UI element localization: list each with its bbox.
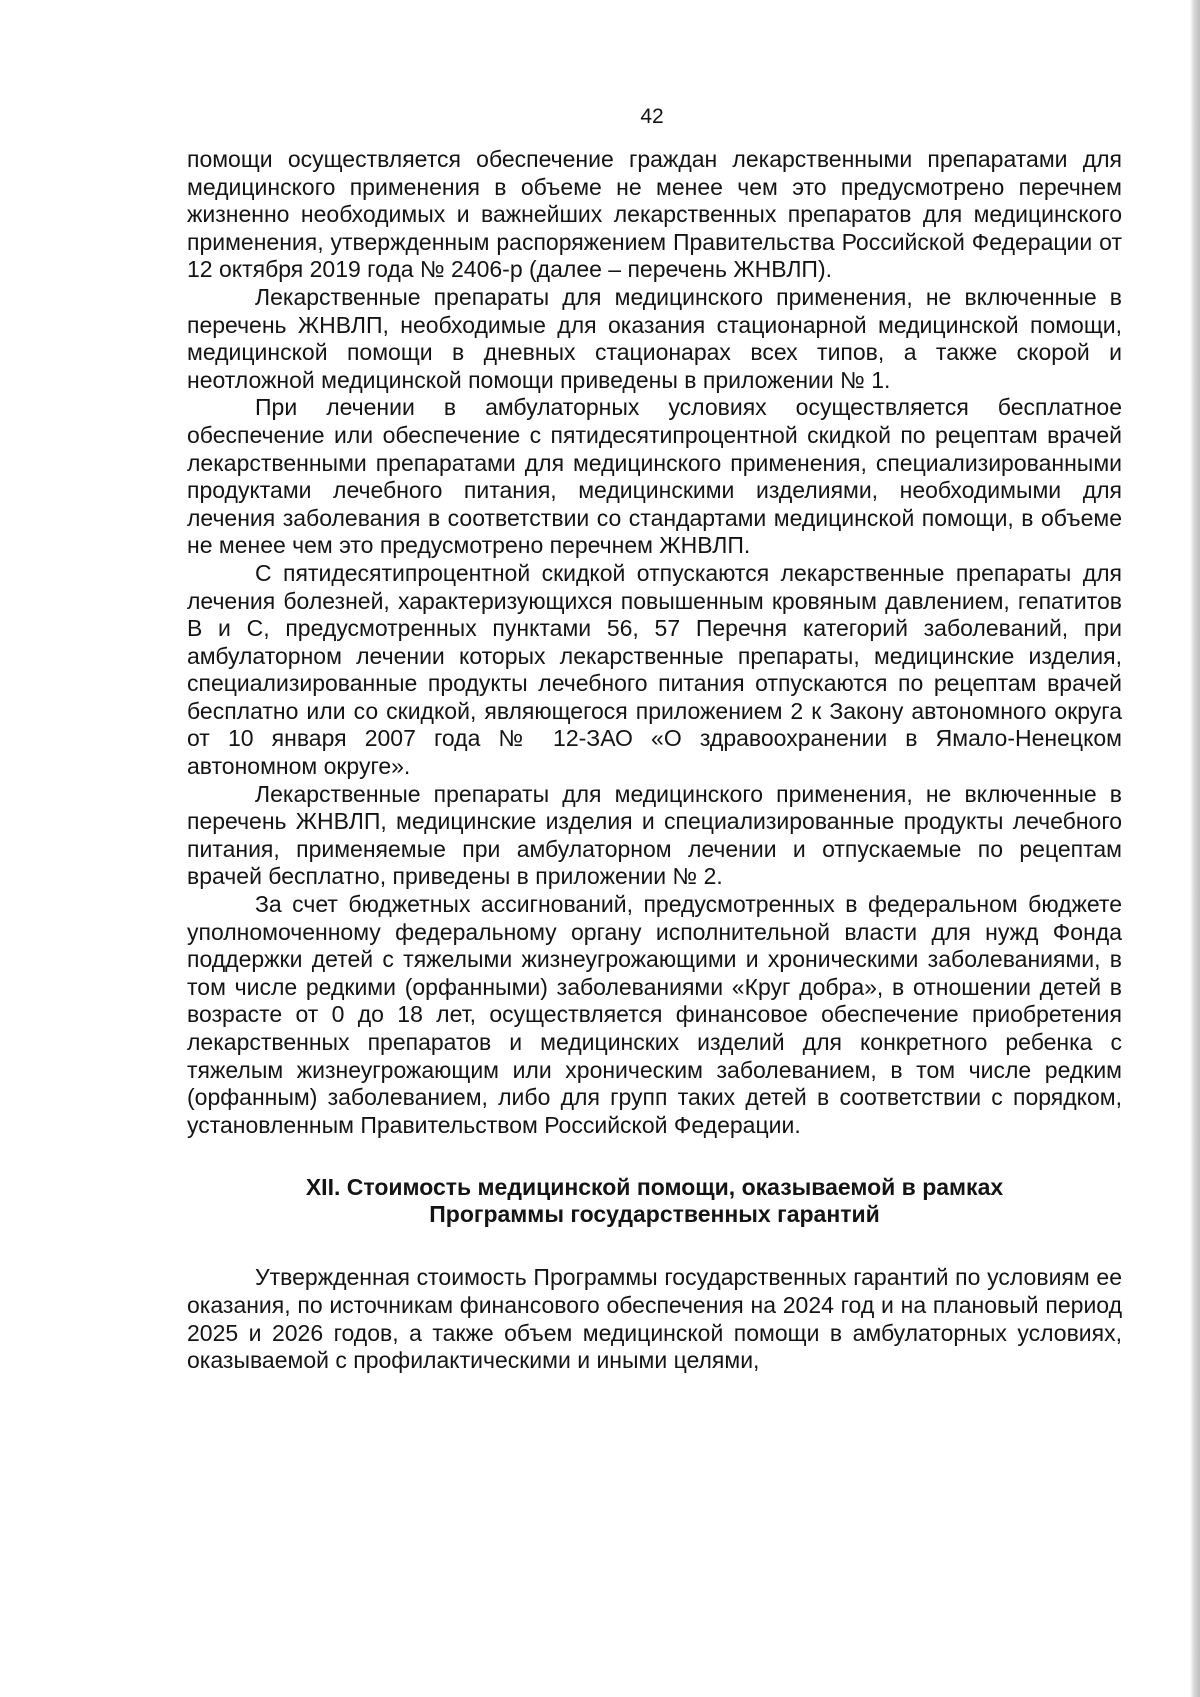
paragraph-non-zhnvlp-outpatient: Лекарственные препараты для медицинского применения, не включенные в перечень ЖНВЛП, медицинские изделия и специализированные продукты лечебного питания, применяемые при амбулаторном лечении и отпускаемые по рецептам врачей бесплатно, приведены в приложении № 2. (187, 780, 1122, 890)
document-body (187, 146, 1122, 1375)
section-heading-line-2: Программы государственных гарантий (429, 1201, 880, 1228)
paragraph-program-cost: Утвержденная стоимость Программы государственных гарантий по условиям ее оказания, по источникам финансового обеспечения на 2024 год и на плановый период 2025 и 2026 годов, а также объем медицинской помощи в амбулаторных условиях, оказываемой с профилактическими и иными целями, (187, 1264, 1122, 1374)
paragraph-fifty-percent-discount: С пятидесятипроцентной скидкой отпускаются лекарственные препараты для лечения болезней, характеризующихся повышенным кровяным давлением, гепатитов В и С, предусмотренных пунктами 56, 57 Перечня категорий заболеваний, при амбулаторном лечении которых лекарственные препараты, медицинские изделия, специализированные продукты лечебного питания отпускаются по рецептам врачей бесплатно или со скидкой, являющегося приложением 2 к Закону автономного округа от 10 января 2007 года № 12-ЗАО «О здравоохранении в Ямало-Ненецком автономном округе». (187, 559, 1122, 780)
section-heading (187, 1174, 1122, 1228)
section-heading-line-1: XII. Стоимость медицинской помощи, оказываемой в рамках (305, 1174, 1004, 1201)
page-number: 42 (640, 105, 664, 128)
paragraph-outpatient-provision: При лечении в амбулаторных условиях осуществляется бесплатное обеспечение или обеспечение с пятидесятипроцентной скидкой по рецептам врачей лекарственными препаратами для медицинского применения, специализированными продуктами лечебного питания, медицинскими изделиями, необходимыми для лечения заболевания в соответствии со стандартами медицинской помощи, в объеме не менее чем это предусмотрено перечнем ЖНВЛП. (187, 394, 1122, 559)
scan-edge (1190, 0, 1200, 1697)
paragraph-non-zhnvlp-inpatient: Лекарственные препараты для медицинского применения, не включенные в перечень ЖНВЛП, необходимые для оказания стационарной медицинской помощи, медицинской помощи в дневных стационарах всех типов, а также скорой и неотложной медицинской помощи приведены в приложении № 1. (187, 283, 1122, 393)
paragraph-continuation: помощи осуществляется обеспечение граждан лекарственными препаратами для медицинского применения в объеме не менее чем это предусмотрено перечнем жизненно необходимых и важнейших лекарственных препаратов для медицинского применения, утвержденным распоряжением Правительства Российской Федерации от 12 октября 2019 года № 2406-р (далее – перечень ЖНВЛП). (187, 146, 1122, 283)
paragraph-krug-dobra-fund: За счет бюджетных ассигнований, предусмотренных в федеральном бюджете уполномоченному федеральному органу исполнительной власти для нужд Фонда поддержки детей с тяжелыми жизнеугрожающими и хроническими заболеваниями, в том числе редкими (орфанными) заболеваниями «Круг добра», в отношении детей в возрасте от 0 до 18 лет, осуществляется финансовое обеспечение приобретения лекарственных препаратов и медицинских изделий для конкретного ребенка с тяжелым жизнеугрожающим или хроническим заболеванием, в том числе редким (орфанным) заболеванием, либо для групп таких детей в соответствии с порядком, установленным Правительством Российской Федерации. (187, 891, 1122, 1138)
